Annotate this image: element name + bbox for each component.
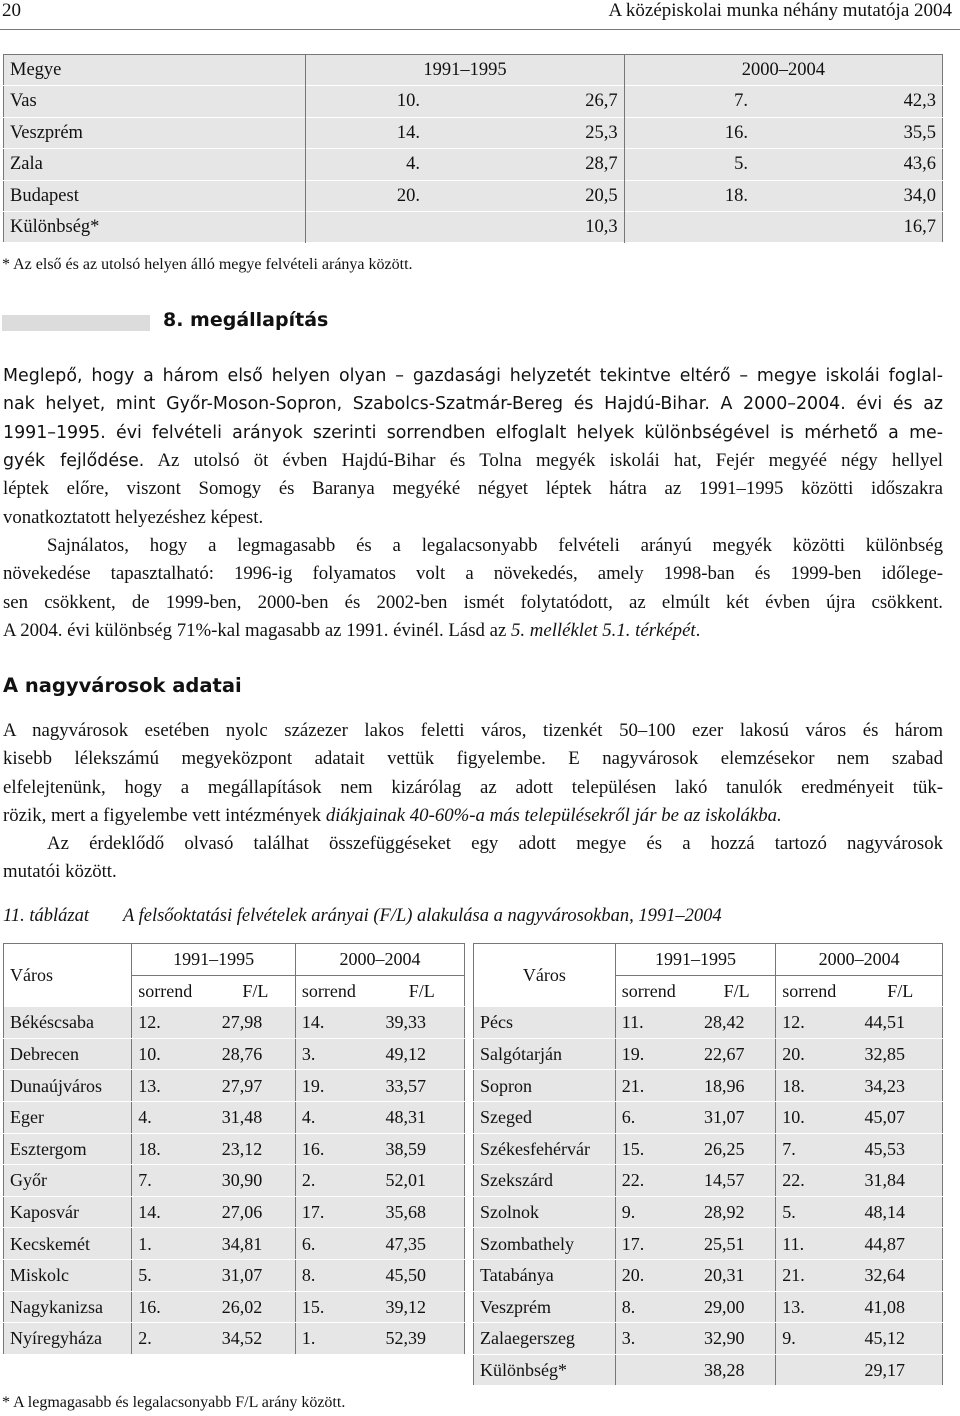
rank-cell: 5. — [776, 1196, 859, 1228]
text-line: elfelejtenünk, hogy a megállapítások nem kizárólag az adott településen lakó tanulók eredményeit tük- — [3, 776, 943, 798]
table-row — [4, 1007, 465, 1039]
rank-cell: 12. — [776, 1007, 859, 1039]
emphasis-text: diákjainak 40-60%-a más településekről jár be az iskolákba. — [325, 804, 782, 826]
value-cell: 10,3 — [426, 211, 624, 242]
rank-cell: 18. — [132, 1133, 216, 1165]
column-header-period: 2000–2004 — [776, 944, 943, 976]
table-row — [474, 1196, 943, 1228]
value-cell: 26,7 — [426, 86, 624, 117]
page-number: 20 — [2, 0, 21, 21]
column-header-period: 1991–1995 — [132, 944, 296, 976]
text-fragment: . — [695, 619, 701, 641]
text-line — [3, 802, 943, 830]
city-cell: Békéscsaba — [4, 1007, 132, 1039]
city-cell: Győr — [4, 1165, 132, 1197]
table-row — [4, 211, 943, 242]
fl-cell: 48,14 — [859, 1196, 943, 1228]
text-line: sen csökkent, de 1999-ben, 2000-ben és 2002-ben ismét folytatódott, az elmúlt két évben újra csökkent. — [3, 591, 943, 613]
rank-cell: 5. — [624, 149, 754, 180]
rank-cell: 20. — [306, 180, 426, 211]
text-line: növekedése tapasztalható: 1996-ig folyamatos volt a növekedés, amely 1998-ban és 1999-ben időlege- — [3, 563, 943, 585]
rank-cell: 10. — [306, 86, 426, 117]
table-row — [474, 1354, 943, 1386]
rank-cell: 19. — [295, 1070, 379, 1102]
text-fragment: rözik, mert a figyelembe vett intézmények — [3, 804, 326, 826]
text-fragment: Sajnálatos, hogy a legmagasabb és a legalacsonyabb felvételi arányú megyék közötti különbség — [47, 535, 943, 556]
table-row — [4, 1038, 465, 1070]
fl-cell: 28,42 — [698, 1007, 776, 1039]
section-heading: A nagyvárosok adatai — [3, 674, 242, 697]
fl-cell: 14,57 — [698, 1165, 776, 1197]
table-header-row — [4, 55, 943, 86]
rank-cell: 4. — [295, 1101, 379, 1133]
rank-cell: 6. — [295, 1228, 379, 1260]
column-header-rank: sorrend — [132, 975, 216, 1007]
county-cell: Különbség* — [4, 211, 306, 242]
text-line — [3, 532, 943, 560]
rank-cell: 15. — [295, 1291, 379, 1323]
rank-cell: 1. — [132, 1228, 216, 1260]
fl-cell: 48,31 — [379, 1101, 464, 1133]
city-cell: Zalaegerszeg — [474, 1323, 616, 1355]
text-fragment: A 2004. évi különbség 71%-kal magasabb az 1991. évinél. Lásd az — [3, 619, 512, 641]
rank-cell: 17. — [615, 1228, 698, 1260]
paragraph-3 — [3, 717, 943, 887]
rank-cell: 18. — [624, 180, 754, 211]
value-cell: 20,5 — [426, 180, 624, 211]
city-cell: Szombathely — [474, 1228, 616, 1260]
table-row — [474, 1323, 943, 1355]
fl-cell: 31,84 — [859, 1165, 943, 1197]
rank-cell: 21. — [615, 1070, 698, 1102]
rank-cell: 16. — [132, 1291, 216, 1323]
rank-cell: 20. — [776, 1038, 859, 1070]
table-row — [4, 1323, 465, 1355]
fl-cell: 27,06 — [216, 1196, 296, 1228]
table-row — [4, 149, 943, 180]
fl-cell: 23,12 — [216, 1133, 296, 1165]
rank-cell: 8. — [295, 1259, 379, 1291]
table-row — [4, 1133, 465, 1165]
paragraph-2 — [3, 532, 943, 645]
table-row — [474, 1133, 943, 1165]
text-line: A nagyvárosok esetében nyolc százezer lakos feletti város, tizenkét 50–100 ezer lakosú város és három — [3, 720, 943, 741]
value-cell: 35,5 — [754, 117, 942, 148]
fl-cell: 26,02 — [216, 1291, 296, 1323]
value-cell: 43,6 — [754, 149, 942, 180]
table-row — [474, 1165, 943, 1197]
rank-cell — [624, 211, 754, 242]
fl-cell: 27,98 — [216, 1007, 296, 1039]
column-header-rank: sorrend — [615, 975, 698, 1007]
rank-cell: 11. — [776, 1228, 859, 1260]
table-row — [474, 1259, 943, 1291]
column-header-fl: F/L — [216, 975, 296, 1007]
fl-cell: 38,59 — [379, 1133, 464, 1165]
city-cell: Dunaújváros — [4, 1070, 132, 1102]
rank-cell: 5. — [132, 1259, 216, 1291]
rank-cell: 22. — [776, 1165, 859, 1197]
table-row — [474, 1228, 943, 1260]
rank-cell: 2. — [295, 1165, 379, 1197]
table-header-row — [4, 944, 465, 976]
city-cell: Salgótarján — [474, 1038, 616, 1070]
fl-cell: 25,51 — [698, 1228, 776, 1260]
fl-cell: 41,08 — [859, 1291, 943, 1323]
table2-footnote: * A legmagasabb és legalacsonyabb F/L arány között. — [2, 1394, 346, 1411]
city-cell: Nyíregyháza — [4, 1323, 132, 1355]
county-cell: Budapest — [4, 180, 306, 211]
table-row — [4, 1196, 465, 1228]
column-header-rank: sorrend — [776, 975, 859, 1007]
rank-cell: 17. — [295, 1196, 379, 1228]
text-line: vonatkoztatott helyezéshez képest. — [3, 506, 264, 528]
fl-cell: 44,51 — [859, 1007, 943, 1039]
column-header-city: Város — [10, 965, 53, 986]
fl-cell: 33,57 — [379, 1070, 464, 1102]
rank-cell: 7. — [624, 86, 754, 117]
table-row — [4, 1228, 465, 1260]
rank-cell: 7. — [776, 1133, 859, 1165]
rank-cell: 14. — [132, 1196, 216, 1228]
city-cell: Kaposvár — [4, 1196, 132, 1228]
rank-cell: 10. — [132, 1038, 216, 1070]
column-header-period: 2000–2004 — [295, 944, 464, 976]
fl-cell: 44,87 — [859, 1228, 943, 1260]
value-cell: 25,3 — [426, 117, 624, 148]
fl-cell: 31,07 — [216, 1259, 296, 1291]
rank-cell: 4. — [132, 1101, 216, 1133]
city-cell: Különbség* — [474, 1354, 616, 1386]
text-line: nak helyet, mint Győr-Moson-Sopron, Szabolcs-Szatmár-Bereg és Hajdú-Bihar. A 2000–2004. évi és az — [3, 394, 943, 415]
table-caption — [3, 906, 722, 927]
rank-cell: 14. — [295, 1007, 379, 1039]
rank-cell: 9. — [615, 1196, 698, 1228]
county-cell: Vas — [4, 86, 306, 117]
city-cell: Miskolc — [4, 1259, 132, 1291]
table-title: A felsőoktatási felvételek arányai (F/L) alakulása a nagyvárosokban, 1991–2004 — [123, 906, 722, 926]
city-cell: Szekszárd — [474, 1165, 616, 1197]
city-cell: Debrecen — [4, 1038, 132, 1070]
cities-table-left — [3, 943, 465, 1355]
fl-cell: 29,00 — [698, 1291, 776, 1323]
fl-cell: 26,25 — [698, 1133, 776, 1165]
annex-reference: 5. melléklet 5.1. térképét — [511, 619, 696, 641]
rank-cell: 20. — [615, 1259, 698, 1291]
header-rule — [0, 29, 960, 30]
rank-cell: 3. — [615, 1323, 698, 1355]
rank-cell: 11. — [615, 1007, 698, 1039]
rank-cell: 14. — [306, 117, 426, 148]
fl-cell: 22,67 — [698, 1038, 776, 1070]
paragraph-1 — [3, 362, 943, 447]
text-line: 1991–1995. évi felvételi arányok szerinti sorrendben elfoglalt helyek különbségével is mérhető a me- — [3, 422, 943, 443]
fl-cell: 29,17 — [859, 1354, 943, 1386]
text-line: léptek előre, viszont Somogy és Baranya megyéké négyet léptek hátra az 1991–1995 közötti időszakra — [3, 478, 943, 500]
column-header-fl: F/L — [859, 975, 943, 1007]
table-row — [4, 1291, 465, 1323]
column-header-fl: F/L — [379, 975, 464, 1007]
cities-table-right — [473, 943, 943, 1386]
rank-cell — [306, 211, 426, 242]
text-fragment: Az érdeklődő olvasó találhat összefüggéseket egy adott megye és a hozzá tartozó nagyvárosok — [47, 833, 943, 855]
text-fragment: Az utolsó öt évben Hajdú-Bihar és Tolna megyék iskolái hat, Fejér megyéé négy hellyel — [144, 450, 944, 471]
city-cell: Szeged — [474, 1101, 616, 1133]
fl-cell: 31,07 — [698, 1101, 776, 1133]
city-cell: Veszprém — [474, 1291, 616, 1323]
fl-cell: 34,81 — [216, 1228, 296, 1260]
rank-cell: 13. — [132, 1070, 216, 1102]
fl-cell: 32,64 — [859, 1259, 943, 1291]
rank-cell: 18. — [776, 1070, 859, 1102]
text-line — [3, 617, 943, 645]
table-row — [4, 86, 943, 117]
table-row — [4, 1101, 465, 1133]
column-header-period: 1991–1995 — [615, 944, 775, 976]
city-cell: Szolnok — [474, 1196, 616, 1228]
fl-cell: 34,23 — [859, 1070, 943, 1102]
table-row — [474, 1291, 943, 1323]
city-cell: Eger — [4, 1101, 132, 1133]
rank-cell: 7. — [132, 1165, 216, 1197]
rank-cell: 4. — [306, 149, 426, 180]
rank-cell — [615, 1354, 698, 1386]
rank-cell — [776, 1354, 859, 1386]
fl-cell: 52,01 — [379, 1165, 464, 1197]
fl-cell: 27,97 — [216, 1070, 296, 1102]
rank-cell: 21. — [776, 1259, 859, 1291]
fl-cell: 32,85 — [859, 1038, 943, 1070]
county-table — [3, 54, 943, 243]
value-cell: 34,0 — [754, 180, 942, 211]
text-line: Meglepő, hogy a három első helyen olyan – gazdasági helyzetét tekintve eltérő – megye iskolái foglal- — [3, 366, 943, 386]
fl-cell: 45,07 — [859, 1101, 943, 1133]
county-cell: Zala — [4, 149, 306, 180]
city-cell: Székesfehérvár — [474, 1133, 616, 1165]
fl-cell: 32,90 — [698, 1323, 776, 1355]
rank-cell: 2. — [132, 1323, 216, 1355]
city-cell: Pécs — [474, 1007, 616, 1039]
column-header-fl: F/L — [698, 975, 776, 1007]
rank-cell: 9. — [776, 1323, 859, 1355]
rank-cell: 10. — [776, 1101, 859, 1133]
fl-cell: 35,68 — [379, 1196, 464, 1228]
city-cell: Sopron — [474, 1070, 616, 1102]
table1-footnote: * Az első és az utolsó helyen álló megye felvételi aránya között. — [2, 256, 413, 273]
table-row — [474, 1038, 943, 1070]
rank-cell: 16. — [295, 1133, 379, 1165]
table-row — [4, 1259, 465, 1291]
city-cell: Esztergom — [4, 1133, 132, 1165]
fl-cell: 45,53 — [859, 1133, 943, 1165]
text-line — [3, 447, 943, 475]
text-line — [3, 830, 943, 858]
rank-cell: 1. — [295, 1323, 379, 1355]
column-header: 1991–1995 — [306, 55, 624, 86]
column-header-rank: sorrend — [295, 975, 379, 1007]
running-title: A középiskolai munka néhány mutatója 2004 — [608, 0, 952, 21]
table-row — [4, 1165, 465, 1197]
county-cell: Veszprém — [4, 117, 306, 148]
text-line: kisebb lélekszámú megyeközpont adatait vettük figyelembe. E nagyvárosok elemzésekor nem szabad — [3, 748, 943, 770]
table-row — [474, 1007, 943, 1039]
fl-cell: 30,90 — [216, 1165, 296, 1197]
fl-cell: 39,12 — [379, 1291, 464, 1323]
table-row — [474, 1101, 943, 1133]
rank-cell: 12. — [132, 1007, 216, 1039]
fl-cell: 47,35 — [379, 1228, 464, 1260]
fl-cell: 20,31 — [698, 1259, 776, 1291]
rank-cell: 19. — [615, 1038, 698, 1070]
text-fragment: gyék fejlődése. — [3, 451, 145, 471]
fl-cell: 34,52 — [216, 1323, 296, 1355]
table-row — [4, 180, 943, 211]
table-number: 11. táblázat — [3, 906, 89, 926]
rank-cell: 6. — [615, 1101, 698, 1133]
paragraph-1-cont — [3, 447, 943, 532]
finding-title: 8. megállapítás — [163, 309, 329, 331]
fl-cell: 39,33 — [379, 1007, 464, 1039]
column-header: 2000–2004 — [624, 55, 942, 86]
rank-cell: 15. — [615, 1133, 698, 1165]
rank-cell: 13. — [776, 1291, 859, 1323]
fl-cell: 18,96 — [698, 1070, 776, 1102]
fl-cell: 49,12 — [379, 1038, 464, 1070]
rank-cell: 16. — [624, 117, 754, 148]
rank-cell: 3. — [295, 1038, 379, 1070]
value-cell: 42,3 — [754, 86, 942, 117]
column-header: Megye — [4, 55, 306, 86]
city-cell: Tatabánya — [474, 1259, 616, 1291]
fl-cell: 45,12 — [859, 1323, 943, 1355]
fl-cell: 28,76 — [216, 1038, 296, 1070]
city-cell: Nagykanizsa — [4, 1291, 132, 1323]
fl-cell: 28,92 — [698, 1196, 776, 1228]
fl-cell: 52,39 — [379, 1323, 464, 1355]
rank-cell: 8. — [615, 1291, 698, 1323]
table-row — [4, 1070, 465, 1102]
table-row — [4, 117, 943, 148]
text-line: mutatói között. — [3, 861, 117, 883]
fl-cell: 45,50 — [379, 1259, 464, 1291]
city-cell: Kecskemét — [4, 1228, 132, 1260]
finding-marker — [2, 315, 150, 331]
table-header-row — [474, 944, 943, 976]
column-header-city: Város — [522, 965, 566, 986]
fl-cell: 31,48 — [216, 1101, 296, 1133]
table-row — [474, 1070, 943, 1102]
rank-cell: 22. — [615, 1165, 698, 1197]
value-cell: 28,7 — [426, 149, 624, 180]
value-cell: 16,7 — [754, 211, 942, 242]
fl-cell: 38,28 — [698, 1354, 776, 1386]
